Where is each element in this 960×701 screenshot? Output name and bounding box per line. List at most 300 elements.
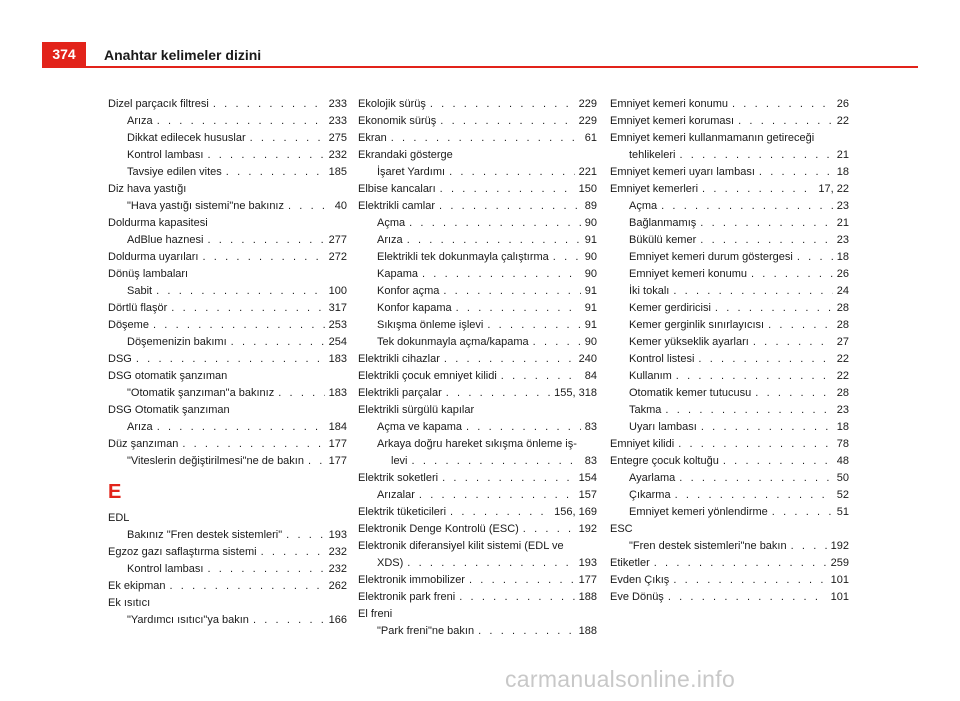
dot-leader: [443, 283, 580, 300]
entry-label: Emniyet kemeri yönlendirme: [629, 506, 768, 518]
entry-label: Arkaya doğru hareket sıkışma önleme iş-: [377, 438, 577, 450]
entry-label: Elektrikli çocuk emniyet kilidi: [358, 370, 497, 382]
entry-label: Ek ekipman: [108, 580, 166, 592]
dot-leader: [668, 589, 827, 606]
entry-label: Arızalar: [377, 489, 415, 501]
index-entry: [108, 198, 347, 215]
index-entry: [358, 521, 597, 538]
entry-label: Elektronik immobilizer: [358, 574, 465, 586]
dot-leader: [440, 181, 575, 198]
entry-page: 254: [328, 336, 347, 348]
dot-leader: [207, 561, 324, 578]
index-column-1: [108, 96, 347, 629]
dot-leader: [753, 334, 833, 351]
index-entry: [108, 527, 347, 544]
entry-label: Uyarı lambası: [629, 421, 697, 433]
index-entry: [108, 544, 347, 561]
dot-leader: [523, 521, 575, 538]
entry-label: Çıkarma: [629, 489, 671, 501]
entry-label: Tek dokunmayla açma/kapama: [377, 336, 529, 348]
dot-leader: [261, 544, 325, 561]
entry-page: 232: [328, 563, 347, 575]
index-entry: [610, 538, 849, 555]
page-title: Anahtar kelimeler dizini: [104, 47, 262, 63]
index-heading: DSG otomatik şanzıman: [108, 370, 228, 382]
dot-leader: [665, 402, 832, 419]
entry-page: 221: [578, 166, 597, 178]
entry-label: Açma ve kapama: [377, 421, 462, 433]
dot-leader: [797, 249, 833, 266]
entry-page: 233: [328, 98, 347, 110]
entry-label: Emniyet kemeri uyarı lambası: [610, 166, 755, 178]
entry-page: 91: [584, 302, 597, 314]
index-entry: [108, 113, 347, 130]
entry-label: Açma: [629, 200, 658, 212]
entry-label: Kullanım: [629, 370, 672, 382]
entry-page: 28: [836, 302, 849, 314]
entry-page: 154: [578, 472, 597, 484]
index-entry: [610, 266, 849, 283]
entry-label: Ekonomik sürüş: [358, 115, 437, 127]
entry-label: Kemer gerdiricisi: [629, 302, 711, 314]
entry-page: 27: [836, 336, 849, 348]
dot-leader: [456, 300, 581, 317]
entry-page: 100: [328, 285, 347, 297]
dot-leader: [207, 232, 324, 249]
entry-page: 166: [328, 614, 347, 626]
dot-leader: [700, 215, 832, 232]
dot-leader: [419, 487, 575, 504]
index-entry: [610, 402, 849, 419]
dot-leader: [673, 283, 832, 300]
entry-page: 22: [836, 370, 849, 382]
index-entry: [358, 334, 597, 351]
entry-label: İki tokalı: [629, 285, 670, 297]
entry-label: Konfor kapama: [377, 302, 452, 314]
section-letter: E: [108, 481, 122, 503]
index-entry: [610, 249, 849, 266]
entry-label: Elektrikli tek dokunmayla çalıştırma: [377, 251, 549, 263]
entry-page: 18: [836, 421, 849, 433]
dot-leader: [698, 351, 832, 368]
entry-page: 89: [584, 200, 597, 212]
entry-page: 232: [328, 546, 347, 558]
dot-leader: [533, 334, 581, 351]
entry-label: Elektrikli camlar: [358, 200, 436, 212]
entry-page: 83: [584, 455, 597, 467]
dot-leader: [286, 527, 325, 544]
index-entry: [610, 317, 849, 334]
entry-page: 253: [328, 319, 347, 331]
index-entry: [358, 130, 597, 147]
index-heading: Ek ısıtıcı: [108, 597, 151, 609]
entry-label: Kontrol listesi: [629, 353, 695, 365]
dot-leader: [157, 113, 325, 130]
dot-leader: [501, 368, 581, 385]
entry-label: Döşemenizin bakımı: [127, 336, 227, 348]
entry-label: Arıza: [377, 234, 403, 246]
index-entry: [610, 368, 849, 385]
index-heading: Elektrikli sürgülü kapılar: [358, 404, 475, 416]
entry-label: Tavsiye edilen vites: [127, 166, 222, 178]
dot-leader: [430, 96, 575, 113]
entry-page: 18: [836, 251, 849, 263]
dot-leader: [723, 453, 833, 470]
index-entry: [610, 504, 849, 521]
index-entry: [358, 317, 597, 334]
dot-leader: [156, 283, 325, 300]
entry-page: 90: [584, 268, 597, 280]
dot-leader: [449, 164, 575, 181]
entry-label: Elektronik Denge Kontrolü (ESC): [358, 523, 519, 535]
entry-page: 188: [578, 591, 597, 603]
entry-label: Emniyet kemeri konumu: [629, 268, 747, 280]
entry-label-continued: levi: [391, 455, 408, 467]
index-heading: Dönüş lambaları: [108, 268, 189, 280]
index-entry: [610, 419, 849, 436]
index-heading: ESC: [610, 523, 633, 535]
index-entry: [358, 266, 597, 283]
entry-page: 48: [836, 455, 849, 467]
entry-page: 28: [836, 319, 849, 331]
entry-label: Emniyet kemeri kullanmamanın getireceği: [610, 132, 815, 144]
entry-page: 229: [578, 98, 597, 110]
entry-page: 101: [830, 591, 849, 603]
index-heading: EDL: [108, 512, 130, 524]
dot-leader: [732, 96, 833, 113]
index-entry: [108, 385, 347, 402]
index-entry: [610, 589, 849, 606]
entry-page: 61: [584, 132, 597, 144]
entry-label: Emniyet kilidi: [610, 438, 675, 450]
dot-leader: [439, 198, 581, 215]
index-entry: [358, 215, 597, 232]
dot-leader: [791, 538, 827, 555]
index-entry: [610, 130, 849, 164]
entry-page: 240: [578, 353, 597, 365]
dot-leader: [487, 317, 580, 334]
dot-leader: [478, 623, 575, 640]
entry-label: Emniyet kemeri durum göstergesi: [629, 251, 793, 263]
entry-page: 91: [584, 234, 597, 246]
entry-page: 52: [836, 489, 849, 501]
entry-label: Arıza: [127, 115, 153, 127]
entry-page: 22: [836, 115, 849, 127]
entry-page: 28: [836, 387, 849, 399]
entry-label: "Fren destek sistemleri"ne bakın: [629, 540, 787, 552]
entry-page: 21: [836, 217, 849, 229]
dot-leader: [444, 351, 575, 368]
entry-page: 272: [328, 251, 347, 263]
entry-label: Bakınız "Fren destek sistemleri": [127, 529, 283, 541]
entry-page: 188: [578, 625, 597, 637]
entry-page: 183: [328, 387, 347, 399]
entry-page: 262: [328, 580, 347, 592]
entry-label: Arıza: [127, 421, 153, 433]
index-entry: [610, 555, 849, 572]
entry-page: 91: [584, 285, 597, 297]
index-entry: [610, 181, 849, 198]
entry-label: Elektrikli parçalar: [358, 387, 442, 399]
index-entry: [108, 164, 347, 181]
index-entry: [358, 113, 597, 130]
entry-page: 17, 22: [818, 183, 849, 195]
entry-page: 26: [836, 268, 849, 280]
entry-page: 177: [328, 438, 347, 450]
dot-leader: [715, 300, 833, 317]
index-heading: Ekrandaki gösterge: [358, 149, 453, 161]
dot-leader: [422, 266, 581, 283]
index-entry: [358, 164, 597, 181]
index-entry: [358, 589, 597, 606]
index-entry: [358, 436, 597, 470]
index-entry: [108, 147, 347, 164]
index-entry: [610, 572, 849, 589]
entry-label: "Park freni"ne bakın: [377, 625, 475, 637]
dot-leader: [768, 317, 833, 334]
entry-label: Evden Çıkış: [610, 574, 670, 586]
entry-label: "Hava yastığı sistemi"ne bakınız: [127, 200, 284, 212]
entry-label: Elbise kancaları: [358, 183, 436, 195]
entry-page: 24: [836, 285, 849, 297]
entry-label: Kemer gerginlik sınırlayıcısı: [629, 319, 765, 331]
entry-label: Emniyet kemeri koruması: [610, 115, 735, 127]
entry-page: 91: [584, 319, 597, 331]
entry-page: 50: [836, 472, 849, 484]
entry-label: Otomatik kemer tutucusu: [629, 387, 752, 399]
index-heading: Diz hava yastığı: [108, 183, 187, 195]
dot-leader: [157, 419, 325, 436]
index-entry: [108, 578, 347, 595]
dot-leader: [231, 334, 325, 351]
entry-label: Açma: [377, 217, 406, 229]
dot-leader: [213, 96, 325, 113]
dot-leader: [412, 453, 581, 470]
entry-label: Sabit: [127, 285, 153, 297]
entry-label: AdBlue haznesi: [127, 234, 204, 246]
index-entry: [108, 419, 347, 436]
entry-page: 26: [836, 98, 849, 110]
entry-label: Entegre çocuk koltuğu: [610, 455, 719, 467]
entry-page: 90: [584, 336, 597, 348]
entry-label: Dörtlü flaşör: [108, 302, 168, 314]
index-entry: [358, 249, 597, 266]
index-entry: [358, 96, 597, 113]
dot-leader: [226, 164, 325, 181]
index-entry: [108, 300, 347, 317]
dot-leader: [440, 113, 574, 130]
dot-leader: [182, 436, 324, 453]
dot-leader: [702, 181, 814, 198]
index-entry: [358, 538, 597, 572]
index-entry: [610, 113, 849, 130]
index-entry: [610, 215, 849, 232]
dot-leader: [676, 368, 833, 385]
entry-label: Kapama: [377, 268, 418, 280]
entry-page: 183: [328, 353, 347, 365]
index-entry: [358, 232, 597, 249]
dot-leader: [253, 612, 325, 629]
index-entry: [358, 181, 597, 198]
entry-label: Sıkışma önleme işlevi: [377, 319, 484, 331]
entry-label: Döşeme: [108, 319, 149, 331]
entry-page: 232: [328, 149, 347, 161]
index-entry: [108, 283, 347, 300]
entry-page: 317: [328, 302, 347, 314]
entry-page: 101: [830, 574, 849, 586]
dot-leader: [679, 147, 832, 164]
index-heading: El freni: [358, 608, 393, 620]
dot-leader: [673, 572, 826, 589]
entry-page: 193: [328, 529, 347, 541]
entry-page: 185: [328, 166, 347, 178]
index-entry: [610, 164, 849, 181]
index-entry: [108, 317, 347, 334]
entry-page: 23: [836, 404, 849, 416]
entry-continuation: [358, 555, 597, 572]
entry-label: Elektrik tüketicileri: [358, 506, 447, 518]
index-entry: [108, 436, 347, 453]
entry-label: "Otomatik şanzıman"a bakınız: [127, 387, 275, 399]
entry-label: İşaret Yardımı: [377, 166, 446, 178]
entry-page: 277: [328, 234, 347, 246]
dot-leader: [772, 504, 833, 521]
dot-leader: [442, 470, 575, 487]
index-entry: [358, 300, 597, 317]
dot-leader: [675, 487, 833, 504]
entry-page: 78: [836, 438, 849, 450]
watermark: carmanualsonline.info: [505, 666, 736, 692]
entry-page: 156, 169: [554, 506, 597, 518]
index-entry: [610, 470, 849, 487]
entry-page: 184: [328, 421, 347, 433]
entry-label: Eve Dönüş: [610, 591, 664, 603]
entry-label: "Yardımcı ısıtıcı"ya bakın: [127, 614, 249, 626]
index-entry: [358, 470, 597, 487]
entry-page: 22: [836, 353, 849, 365]
dot-leader: [661, 198, 833, 215]
dot-leader: [207, 147, 324, 164]
entry-page: 84: [584, 370, 597, 382]
entry-page: 23: [836, 234, 849, 246]
index-entry: [358, 198, 597, 215]
index-entry: [610, 453, 849, 470]
entry-label: Ayarlama: [629, 472, 676, 484]
dot-leader: [407, 555, 574, 572]
entry-page: 83: [584, 421, 597, 433]
index-entry: [108, 351, 347, 368]
index-entry: [108, 561, 347, 578]
dot-leader: [407, 232, 581, 249]
dot-leader: [654, 555, 827, 572]
index-entry: [358, 623, 597, 640]
index-heading: Doldurma kapasitesi: [108, 217, 208, 229]
index-entry: [108, 453, 347, 470]
entry-page: 90: [584, 217, 597, 229]
entry-label-continued: tehlikeleri: [629, 149, 676, 161]
index-entry: [108, 232, 347, 249]
entry-label: Elektrik soketleri: [358, 472, 439, 484]
entry-page: 23: [836, 200, 849, 212]
entry-label: Konfor açma: [377, 285, 440, 297]
entry-label: Kontrol lambası: [127, 563, 204, 575]
entry-label: DSG: [108, 353, 132, 365]
index-entry: [610, 351, 849, 368]
entry-label: Dikkat edilecek hususlar: [127, 132, 246, 144]
dot-leader: [153, 317, 325, 334]
entry-page: 51: [836, 506, 849, 518]
dot-leader: [308, 453, 325, 470]
index-entry: [108, 249, 347, 266]
entry-page: 21: [836, 149, 849, 161]
entry-label: Takma: [629, 404, 662, 416]
index-entry: [358, 368, 597, 385]
index-entry: [358, 504, 597, 521]
dot-leader: [679, 470, 832, 487]
dot-leader: [751, 266, 833, 283]
entry-label: Elektrikli cihazlar: [358, 353, 440, 365]
index-entry: [610, 96, 849, 113]
entry-page: 18: [836, 166, 849, 178]
entry-page: 150: [578, 183, 597, 195]
dot-leader: [250, 130, 325, 147]
entry-page: 192: [578, 523, 597, 535]
dot-leader: [446, 385, 550, 402]
dot-leader: [700, 232, 832, 249]
entry-label: Bükülü kemer: [629, 234, 697, 246]
index-column-3: [610, 96, 849, 606]
entry-label: Emniyet kemerleri: [610, 183, 699, 195]
index-entry: [610, 300, 849, 317]
entry-label: Ekran: [358, 132, 387, 144]
dot-leader: [278, 385, 324, 402]
entry-page: 40: [334, 200, 347, 212]
dot-leader: [450, 504, 550, 521]
index-entry: [108, 130, 347, 147]
entry-page: 275: [328, 132, 347, 144]
entry-label: Egzoz gazı saflaştırma sistemi: [108, 546, 257, 558]
index-entry: [358, 487, 597, 504]
entry-continuation: [358, 453, 597, 470]
entry-page: 259: [830, 557, 849, 569]
entry-label: Kemer yükseklik ayarları: [629, 336, 749, 348]
dot-leader: [553, 249, 581, 266]
dot-leader: [288, 198, 331, 215]
index-entry: [610, 232, 849, 249]
index-entry: [610, 436, 849, 453]
dot-leader: [759, 164, 833, 181]
entry-label: Elektronik diferansiyel kilit sistemi (EDL ve: [358, 540, 564, 552]
dot-leader: [169, 578, 324, 595]
entry-page: 90: [584, 251, 597, 263]
entry-label-continued: XDS): [377, 557, 404, 569]
entry-label: Doldurma uyarıları: [108, 251, 199, 263]
index-entry: [610, 198, 849, 215]
entry-label: Elektronik park freni: [358, 591, 456, 603]
entry-page: 157: [578, 489, 597, 501]
dot-leader: [701, 419, 833, 436]
index-entry: [610, 385, 849, 402]
dot-leader: [755, 385, 832, 402]
dot-leader: [469, 572, 575, 589]
entry-page: 229: [578, 115, 597, 127]
entry-label: Kontrol lambası: [127, 149, 204, 161]
index-entry: [358, 572, 597, 589]
entry-label: Emniyet kemeri konumu: [610, 98, 728, 110]
index-column-2: [358, 96, 597, 640]
entry-label: Ekolojik sürüş: [358, 98, 426, 110]
page-header: [0, 0, 960, 70]
